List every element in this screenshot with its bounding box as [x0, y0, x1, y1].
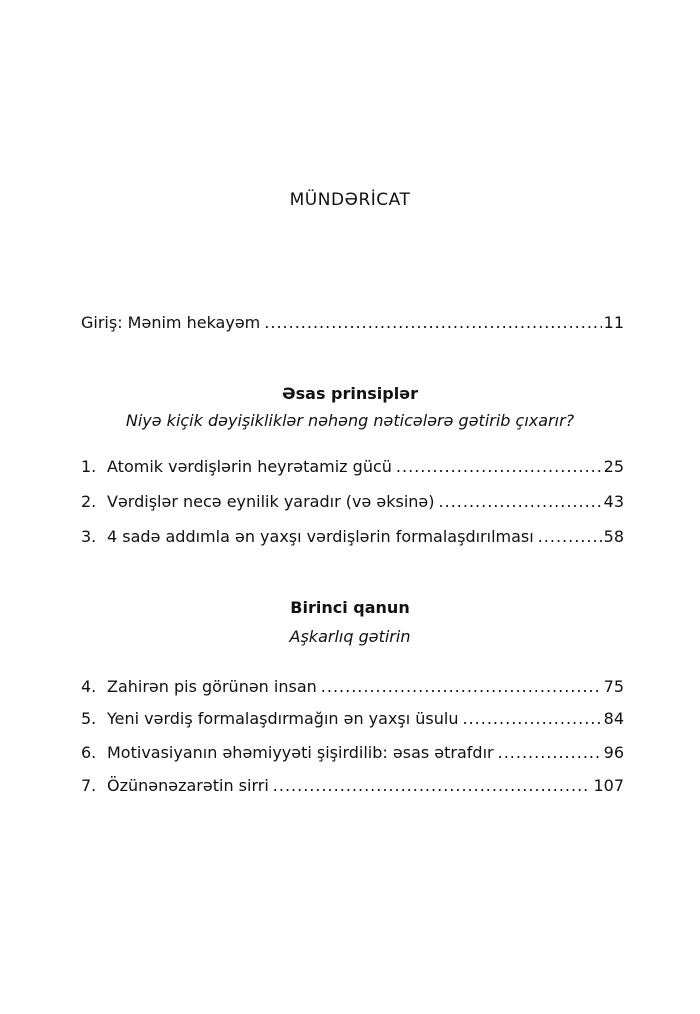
section-subtitle: Aşkarlıq gətirin: [289, 627, 411, 646]
toc-entry-chapter-3[interactable]: [81, 526, 624, 548]
toc-entry-label: 4 sadə addımla ən yaxşı vərdişlərin formalaşdırılması: [107, 527, 534, 546]
section-subtitle: Niyə kiçik dəyişikliklər nəhəng nəticələrə gətirib çıxarır?: [125, 411, 575, 430]
toc-entry-label: Yeni vərdiş formalaşdırmağın ən yaxşı üsulu: [107, 709, 459, 728]
section-title: Birinci qanun: [290, 598, 410, 617]
toc-page-number: 43: [603, 492, 624, 511]
toc-leader: [538, 526, 602, 548]
toc-leader: [321, 676, 602, 698]
toc-entry-chapter-6[interactable]: [81, 742, 624, 764]
toc-page-number: 11: [603, 313, 624, 332]
toc-leader: [439, 491, 602, 513]
toc-chapter-number: 6.: [81, 743, 97, 762]
toc-entry-label: Motivasiyanın əhəmiyyəti şişirdilib: əsas ətrafdır: [107, 743, 494, 762]
page-title: MÜNDƏRİCAT: [289, 190, 411, 210]
toc-chapter-number: 1.: [81, 457, 97, 476]
toc-page-number: 96: [603, 743, 624, 762]
toc-leader: [396, 456, 602, 478]
toc-leader: [498, 742, 602, 764]
toc-entry-chapter-5[interactable]: [81, 708, 624, 730]
toc-entry-chapter-4[interactable]: [81, 676, 624, 698]
toc-chapter-number: 3.: [81, 527, 97, 546]
toc-page-number: 25: [603, 457, 624, 476]
toc-entry-chapter-7[interactable]: [81, 775, 624, 797]
toc-entry-chapter-1[interactable]: [81, 456, 624, 478]
toc-leader: [273, 775, 592, 797]
toc-leader: [463, 708, 602, 730]
toc-entry-label: Atomik vərdişlərin heyrətamiz gücü: [107, 457, 392, 476]
toc-page-number: 84: [603, 709, 624, 728]
toc-leader: [264, 312, 601, 334]
toc-chapter-number: 5.: [81, 709, 97, 728]
toc-entry-chapter-2[interactable]: [81, 491, 624, 513]
toc-entry-label: Özünənəzarətin sirri: [107, 776, 269, 795]
toc-page-number: 58: [603, 527, 624, 546]
toc-page-number: 107: [593, 776, 624, 795]
toc-page-number: 75: [603, 677, 624, 696]
toc-chapter-number: 4.: [81, 677, 97, 696]
section-title: Əsas prinsiplər: [282, 384, 418, 403]
toc-entry-intro[interactable]: [81, 312, 624, 334]
toc-chapter-number: 7.: [81, 776, 97, 795]
toc-chapter-number: 2.: [81, 492, 97, 511]
toc-entry-label: Zahirən pis görünən insan: [107, 677, 317, 696]
toc-entry-label: Giriş: Mənim hekayəm: [81, 313, 261, 332]
toc-entry-label: Vərdişlər necə eynilik yaradır (və əksinə): [107, 492, 435, 511]
